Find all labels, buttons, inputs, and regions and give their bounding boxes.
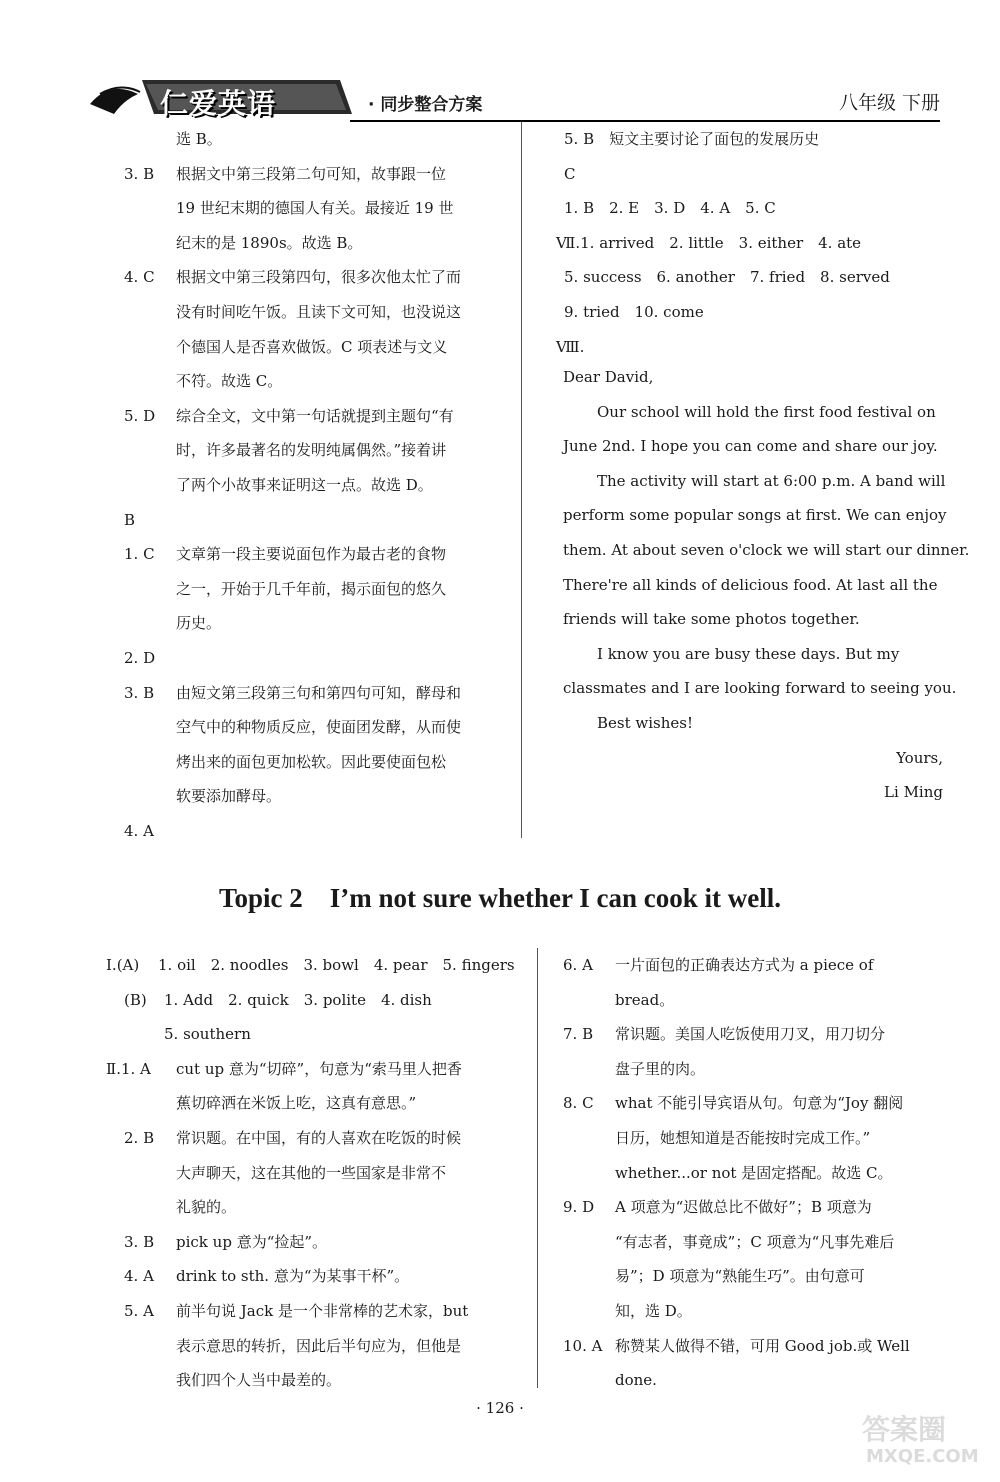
answer-number: 7. B xyxy=(563,1025,594,1044)
grade-label: 八年级 下册 xyxy=(838,92,940,114)
answer-line xyxy=(124,1190,516,1225)
answer-text: 常识题。在中国，有的人喜欢在吃饭的时候 xyxy=(176,1128,462,1147)
answer-line xyxy=(563,1363,948,1398)
answer-line xyxy=(124,122,516,157)
answer-text: “有志者，事竟成”；C 项意为“凡事先难后 xyxy=(615,1232,895,1251)
answer-text: A 项意为“迟做总比不做好”；B 项意为 xyxy=(615,1198,872,1217)
answer-number: 5. A xyxy=(124,1301,154,1320)
answer-line xyxy=(124,1086,516,1121)
answer-line xyxy=(124,295,516,330)
answer-text: 盘子里的肉。 xyxy=(615,1059,706,1078)
answer-line xyxy=(563,1052,948,1087)
answer-text: 5. southern xyxy=(164,1025,251,1044)
answer-text: 纪末的是 1890s。故选 B。 xyxy=(176,233,363,252)
answer-line xyxy=(124,330,516,365)
answer-text: 称赞某人做得不错，可用 Good job.或 Well xyxy=(615,1336,910,1355)
answer-line xyxy=(124,1363,516,1398)
answer-text: pick up 意为“捡起”。 xyxy=(176,1232,328,1251)
letter-body xyxy=(563,395,970,741)
answer-line xyxy=(124,1121,516,1156)
letter-line: Our school will hold the first food festival on xyxy=(597,402,936,421)
answer-line xyxy=(124,260,516,295)
answer-line: C xyxy=(564,164,576,183)
answer-line xyxy=(563,1086,948,1121)
answer-text: 易”；D 项意为“熟能生巧”。由句意可 xyxy=(615,1267,865,1286)
letter-line: Best wishes! xyxy=(597,713,693,732)
answer-line xyxy=(124,157,516,192)
answer-text: 不符。故选 C。 xyxy=(176,372,283,391)
answer-line xyxy=(124,468,516,503)
answer-line xyxy=(124,641,516,676)
answer-number: (B) xyxy=(124,990,147,1009)
answer-line xyxy=(563,1156,948,1191)
page-number: · 126 · xyxy=(476,1399,524,1417)
answer-number: 2. D xyxy=(124,648,156,667)
answer-line xyxy=(124,572,516,607)
answer-line xyxy=(124,1294,516,1329)
answer-line xyxy=(124,1259,516,1294)
answer-text: 时，许多最著名的发明纯属偶然。”接着讲 xyxy=(176,441,447,460)
answer-text: 表示意思的转折，因此后半句应为，但他是 xyxy=(176,1336,462,1355)
answer-text: 1. oil 2. noodles 3. bowl 4. pear 5. fingers xyxy=(158,956,515,974)
answer-number: 4. A xyxy=(124,821,154,840)
answer-text: 历史。 xyxy=(176,614,222,633)
answer-line xyxy=(124,779,516,814)
answer-line: 9. tried 10. come xyxy=(564,302,704,321)
answer-line xyxy=(563,1225,948,1260)
letter-line: them. At about seven o'clock we will start our dinner. xyxy=(563,540,970,559)
answer-text: 了两个小故事来证明这一点。故选 D。 xyxy=(176,475,433,494)
answer-line xyxy=(124,537,516,572)
answer-text: 蕉切碎洒在米饭上吃，这真有意思。” xyxy=(176,1094,417,1113)
letter-greeting: Dear David, xyxy=(563,368,654,386)
letter-line: classmates and I are looking forward to seeing you. xyxy=(563,679,957,698)
watermark-bottom: MXQE.COM xyxy=(866,1446,979,1467)
answer-text: 由短文第三段第三句和第四句可知，酵母和 xyxy=(176,683,462,702)
answer-line: 5. B 短文主要讨论了面包的发展历史 xyxy=(564,130,820,148)
answer-text: 软要添加酵母。 xyxy=(176,787,282,806)
answer-number: 9. D xyxy=(563,1198,595,1217)
topic-title: Topic 2 I’m not sure whether I can cook it well. xyxy=(218,883,781,913)
answers-right-top xyxy=(556,122,948,364)
answer-line xyxy=(563,983,948,1018)
logo-title: 仁爱英语 xyxy=(160,87,277,120)
answer-line xyxy=(124,1017,516,1052)
answer-number: 1. C xyxy=(124,545,155,564)
answer-text: 没有时间吃午饭。且读下文可知，也没说这 xyxy=(176,302,462,321)
answer-number: B xyxy=(124,510,136,529)
answer-line xyxy=(124,364,516,399)
answer-line xyxy=(563,1329,948,1364)
answer-text: done. xyxy=(615,1371,657,1390)
answer-line xyxy=(563,1121,948,1156)
answer-number: 2. B xyxy=(124,1128,155,1147)
answer-line xyxy=(124,1225,516,1260)
answer-text: 一片面包的正确表达方式为 a piece of xyxy=(615,956,874,974)
answer-line xyxy=(124,676,516,711)
letter-line: perform some popular songs at first. We can enjoy xyxy=(563,506,947,525)
answer-line xyxy=(563,1294,948,1329)
answer-text: 空气中的种物质反应，使面团发酵，从而使 xyxy=(176,718,462,737)
answer-text: 礼貌的。 xyxy=(176,1198,237,1217)
column-divider-bottom xyxy=(537,948,538,1388)
answer-text: 根据文中第三段第四句，很多次他太忙了而 xyxy=(176,268,462,287)
answer-line: Ⅶ.1. arrived 2. little 3. either 4. ate xyxy=(556,233,862,252)
series-title: · 同步整合方案 xyxy=(368,95,483,115)
answer-text: 前半句说 Jack 是一个非常棒的艺术家，but xyxy=(176,1301,469,1320)
letter-line: June 2nd. I hope you can come and share our joy. xyxy=(563,437,938,456)
answer-number: 8. C xyxy=(563,1094,594,1113)
answer-number: 3. B xyxy=(124,683,155,702)
letter-signature: Li Ming xyxy=(884,783,943,802)
answer-number: 4. A xyxy=(124,1267,154,1286)
answer-line xyxy=(563,1190,948,1225)
answer-number: 4. C xyxy=(124,268,155,287)
answer-number: 6. A xyxy=(563,956,593,974)
answer-line xyxy=(124,399,516,434)
answer-line xyxy=(124,433,516,468)
answer-text: 根据文中第三段第二句可知，故事跟一位 xyxy=(176,164,447,183)
answer-line xyxy=(563,1259,948,1294)
answer-text: whether...or not 是固定搭配。故选 C。 xyxy=(615,1163,893,1182)
column-divider-top xyxy=(521,122,522,838)
answer-line xyxy=(124,745,516,780)
answer-line xyxy=(124,983,516,1018)
answer-number: Ⅰ.(A) xyxy=(106,956,140,974)
answer-text: 知，选 D。 xyxy=(615,1301,692,1320)
answer-line xyxy=(563,948,948,983)
answer-line xyxy=(124,503,516,538)
writing-letter xyxy=(563,360,970,810)
watermark-top: 答案圈 xyxy=(862,1413,947,1446)
letter-line: There're all kinds of delicious food. At last all the xyxy=(563,575,938,594)
answer-line xyxy=(106,948,516,983)
answer-text: 烤出来的面包更加松软。因此要使面包松 xyxy=(176,752,447,771)
answer-number: 3. B xyxy=(124,164,155,183)
answer-text: what 不能引导宾语从句。句意为“Joy 翻阅 xyxy=(615,1094,904,1113)
answer-line: 1. B 2. E 3. D 4. A 5. C xyxy=(564,199,776,218)
letter-closing: Yours, xyxy=(896,748,943,767)
answer-text: 个德国人是否喜欢做饭。C 项表述与文义 xyxy=(176,337,448,356)
answer-text: 常识题。美国人吃饭使用刀叉，用刀切分 xyxy=(615,1025,886,1044)
answer-text: drink to sth. 意为“为某事干杯”。 xyxy=(176,1267,410,1286)
answers-left-top xyxy=(124,122,516,848)
answer-number: 10. A xyxy=(563,1336,603,1355)
answer-line xyxy=(124,1329,516,1364)
answers-right-bottom xyxy=(563,948,948,1398)
answer-number: 3. B xyxy=(124,1232,155,1251)
answers-left-bottom xyxy=(106,948,516,1398)
answer-line xyxy=(124,191,516,226)
letter-line: The activity will start at 6:00 p.m. A band will xyxy=(597,471,946,490)
answer-line xyxy=(106,1052,516,1087)
answer-text: 1. Add 2. quick 3. polite 4. dish xyxy=(164,990,432,1009)
answer-line xyxy=(124,814,516,849)
answer-line xyxy=(124,606,516,641)
answer-text: 大声聊天，这在其他的一些国家是非常不 xyxy=(176,1163,447,1182)
answer-line xyxy=(563,1017,948,1052)
answer-text: bread。 xyxy=(615,990,675,1009)
answer-text: 文章第一段主要说面包作为最古老的食物 xyxy=(176,545,447,564)
answer-line: 5. success 6. another 7. fried 8. served xyxy=(564,268,890,287)
letter-line: I know you are busy these days. But my xyxy=(597,644,900,663)
answer-line xyxy=(124,226,516,261)
answer-text: 19 世纪末期的德国人有关。最接近 19 世 xyxy=(176,199,454,218)
answer-text: 之一，开始于几千年前，揭示面包的悠久 xyxy=(176,579,447,598)
answer-text: cut up 意为“切碎”，句意为“索马里人把香 xyxy=(176,1059,462,1078)
answer-text: 选 B。 xyxy=(176,130,222,148)
answer-text: 我们四个人当中最差的。 xyxy=(176,1371,342,1390)
answer-line xyxy=(124,1156,516,1191)
answer-number: 5. D xyxy=(124,406,156,425)
watermark xyxy=(856,1408,986,1472)
letter-line: friends will take some photos together. xyxy=(563,610,860,629)
answer-text: 综合全文，文中第一句话就提到主题句“有 xyxy=(176,406,454,425)
answer-line xyxy=(124,710,516,745)
answer-line: Ⅷ. xyxy=(556,337,585,356)
answer-number: Ⅱ.1. A xyxy=(106,1059,151,1078)
answer-text: 日历，她想知道是否能按时完成工作。” xyxy=(615,1128,871,1147)
